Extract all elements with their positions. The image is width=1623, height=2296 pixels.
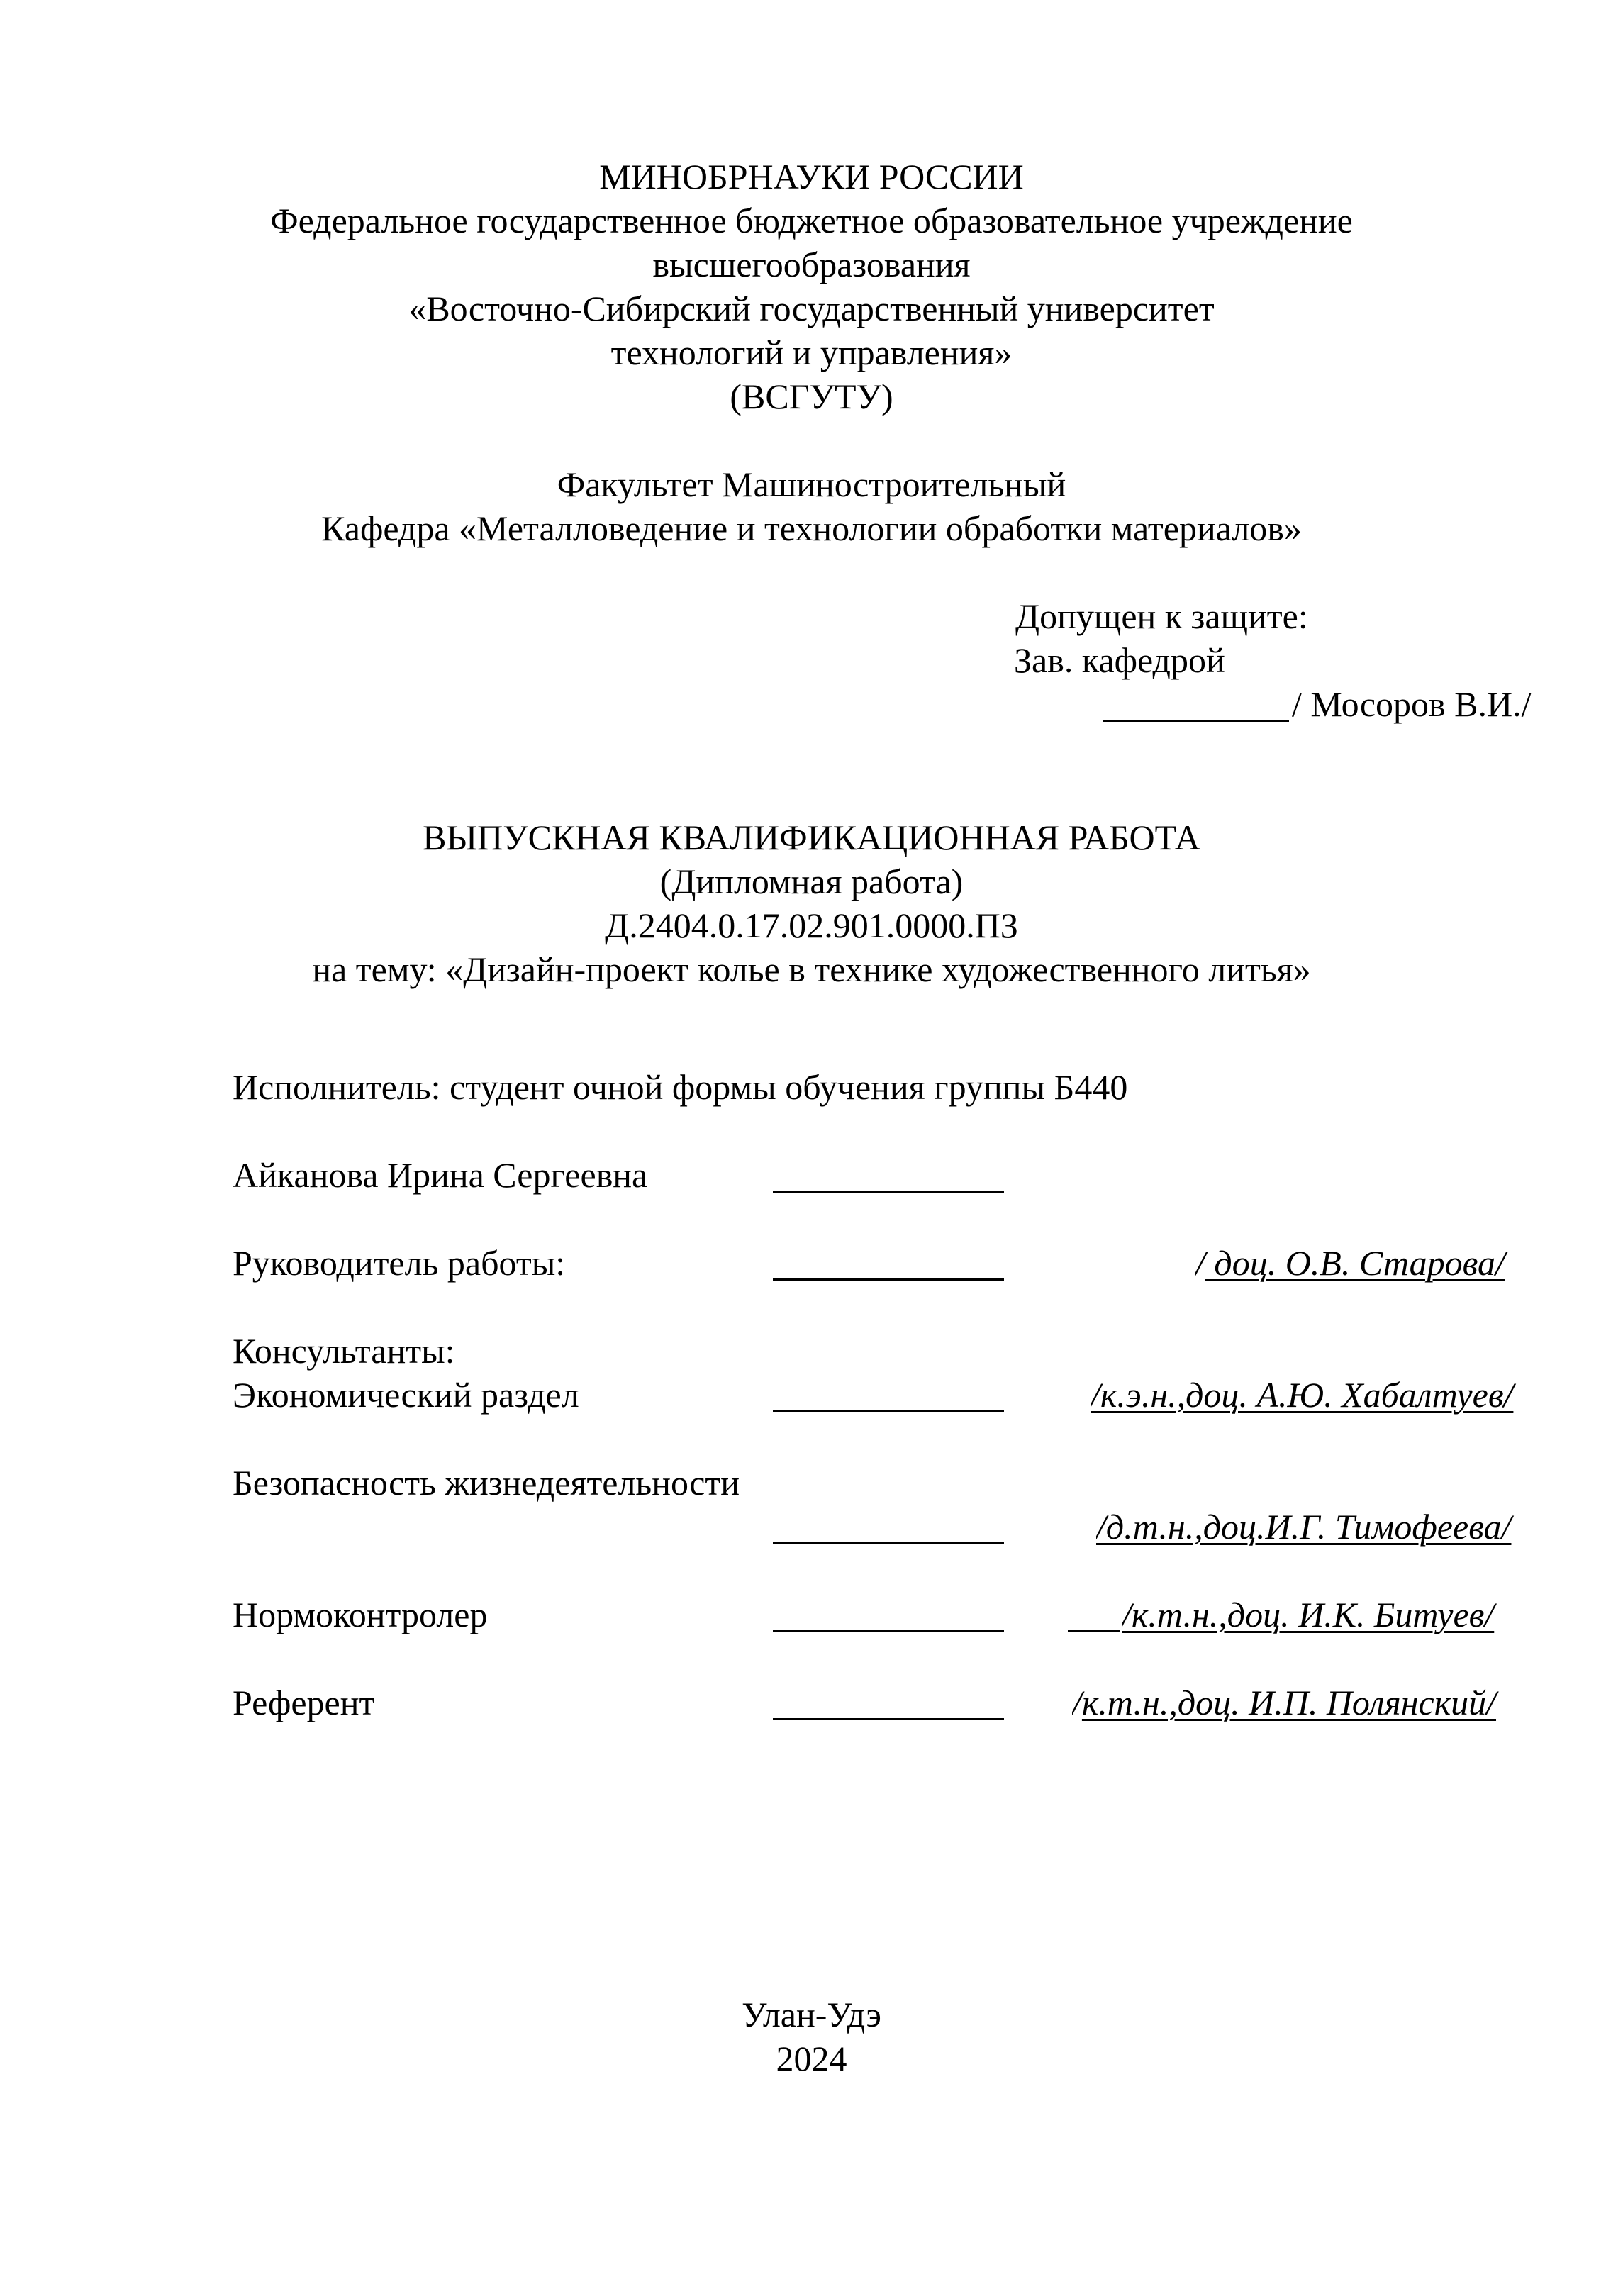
city: Улан-Удэ [742, 1995, 881, 2034]
student-name: Айканова Ирина Сергеевна [233, 1155, 648, 1195]
performer-line: Исполнитель: студент очной формы обучения группы Б440 [233, 1067, 1128, 1107]
admitted-to-defense: Допущен к защите: [1015, 596, 1308, 636]
norm-controller-name: /к.т.н.,доц. И.К. Битуев/ [1122, 1595, 1495, 1634]
safety-name-wrap [1096, 1505, 1529, 1551]
document-code: Д.2404.0.17.02.901.0000.ПЗ [605, 905, 1018, 945]
life-safety-label: Безопасность жизнедеятельности [233, 1463, 740, 1503]
referent-name: к.т.н.,доц. И.П. Полянский/ [1081, 1683, 1497, 1722]
supervisor-name-wrap [1195, 1241, 1529, 1288]
supervisor-label: Руководитель работы: [233, 1243, 566, 1283]
department-name: Кафедра «Металловедение и технологии обработки материалов» [321, 508, 1302, 548]
work-topic: на тему: «Дизайн-проект колье в технике художественного литья» [312, 949, 1311, 989]
head-of-department-label: Зав. кафедрой [1014, 640, 1225, 680]
economics-name-wrap [1091, 1373, 1529, 1420]
student-signature-line [773, 1191, 1004, 1193]
safety-signature-line [773, 1542, 1004, 1544]
referent-name-wrap [1072, 1681, 1529, 1727]
safety-consultant-name: /д.т.н.,доц.И.Г. Тимофеева/ [1096, 1507, 1512, 1547]
university-name-line2: технологий и управления» [610, 333, 1013, 372]
referent-slash: / [1072, 1683, 1082, 1722]
work-type: ВЫПУСКНАЯ КВАЛИФИКАЦИОННАЯ РАБОТА [423, 818, 1200, 857]
education-level: высшегообразования [652, 245, 971, 284]
safety-label-wrap [233, 1461, 759, 1508]
norm-signature-line [773, 1630, 1004, 1632]
supervisor-name: доц. О.В. Старова/ [1205, 1243, 1505, 1283]
head-of-department-name: / Мосоров В.И./ [1292, 684, 1532, 724]
economics-signature-line [773, 1410, 1004, 1412]
university-name-line1: «Восточно-Сибирский государственный университет [408, 289, 1215, 328]
faculty-name: Факультет Машиностроительный [557, 464, 1066, 504]
referent-label: Референт [233, 1683, 375, 1722]
institution-type: Федеральное государственное бюджетное образовательное учреждение [270, 201, 1353, 240]
supervisor-signature-line [773, 1278, 1004, 1281]
university-abbrev: (ВСГУТУ) [730, 377, 893, 416]
norm-name-underline-lead [1068, 1630, 1120, 1632]
norm-controller-label: Нормоконтролер [233, 1595, 488, 1634]
economics-consultant-name: /к.э.н.,доц. А.Ю. Хабалтуев/ [1091, 1375, 1514, 1415]
head-signature-line [1103, 720, 1289, 722]
year: 2024 [776, 2039, 847, 2078]
referent-signature-line [773, 1718, 1004, 1720]
norm-name-wrap [1122, 1593, 1529, 1639]
work-subtype: (Дипломная работа) [659, 862, 964, 901]
supervisor-slash: / [1195, 1243, 1205, 1283]
consultants-label: Консультанты: [233, 1331, 455, 1371]
ministry-name: МИНОБРНАУКИ РОССИИ [599, 157, 1024, 196]
economics-section-label: Экономический раздел [233, 1375, 579, 1415]
